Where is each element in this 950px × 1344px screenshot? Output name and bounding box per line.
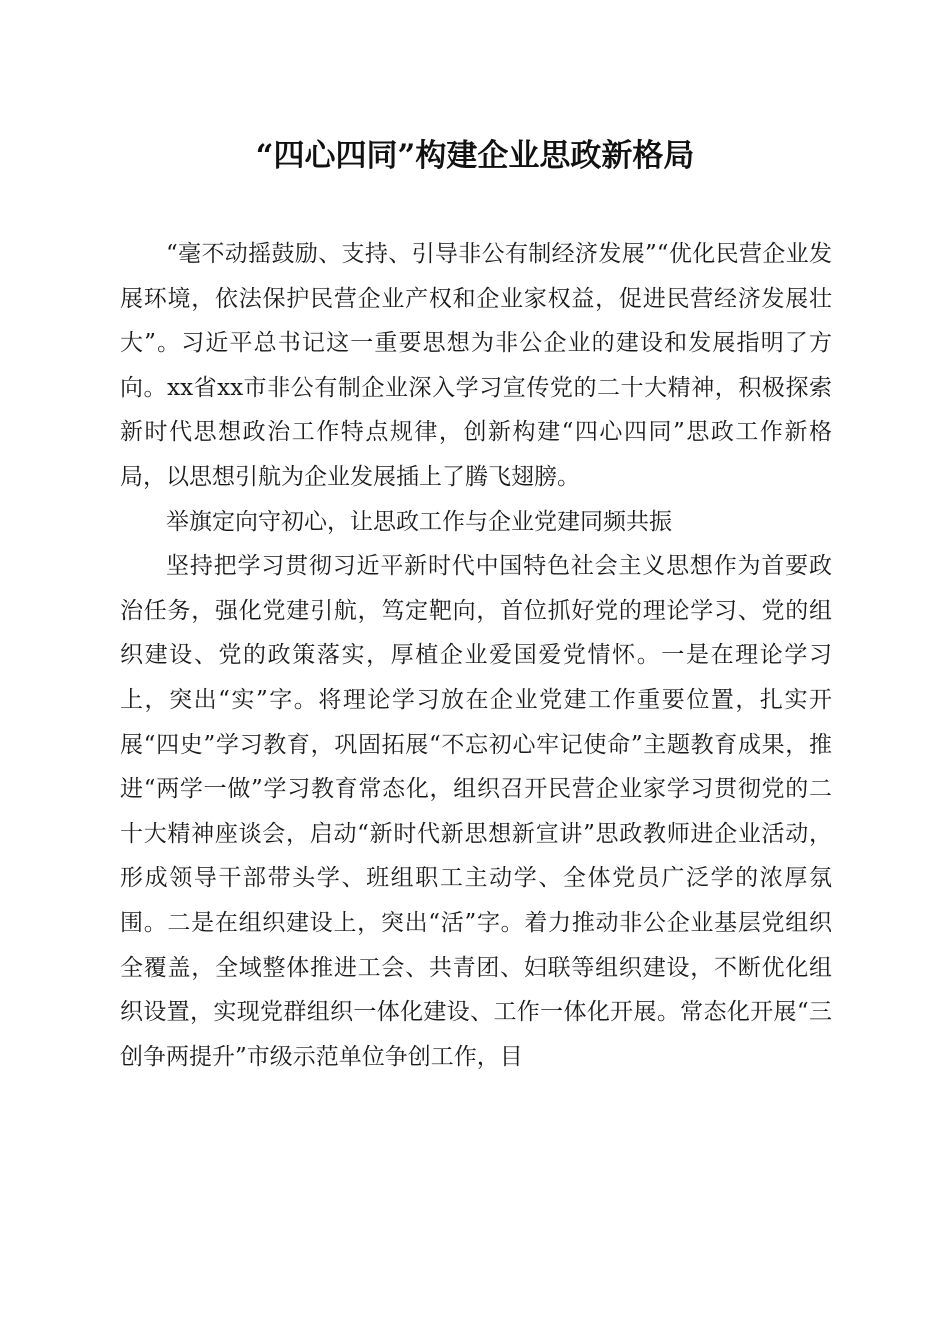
- intro-paragraph: “毫不动摇鼓励、支持、引导非公有制经济发展”“优化民营企业发展环境，依法保护民营企业产权和企业家权益，促进民营经济发展壮大”。习近平总书记这一重要思想为非公企业的建设和发展指明了方向。xx省xx市非公有制企业深入学习宣传党的二十大精神，积极探索新时代思想政治工作特点规律，创新构建“四心四同”思政工作新格局，以思想引航为企业发展插上了腾飞翅膀。: [120, 241, 832, 490]
- section-heading: 举旗定向守初心，让思政工作与企业党建同频共振: [166, 508, 672, 535]
- document-body: [120, 232, 832, 1079]
- document-title: “四心四同”构建企业思政新格局: [255, 138, 695, 174]
- section-paragraph: 坚持把学习贯彻习近平新时代中国特色社会主义思想作为首要政治任务，强化党建引航，笃定靶向，首位抓好党的理论学习、党的组织建设、党的政策落实，厚植企业爱国爱党情怀。一是在理论学习上，突出“实”字。将理论学习放在企业党建工作重要位置，扎实开展“四史”学习教育，巩固拓展“不忘初心牢记使命”主题教育成果，推进“两学一做”学习教育常态化，组织召开民营企业家学习贯彻党的二十大精神座谈会，启动“新时代新思想新宣讲”思政教师进企业活动，形成领导干部带头学、班组职工主动学、全体党员广泛学的浓厚氛围。二是在组织建设上，突出“活”字。着力推动非公企业基层党组织全覆盖，全域整体推进工会、共青团、妇联等组织建设，不断优化组织设置，实现党群组织一体化建设、工作一体化开展。常态化开展“三创争两提升”市级示范单位争创工作，目: [120, 553, 832, 1070]
